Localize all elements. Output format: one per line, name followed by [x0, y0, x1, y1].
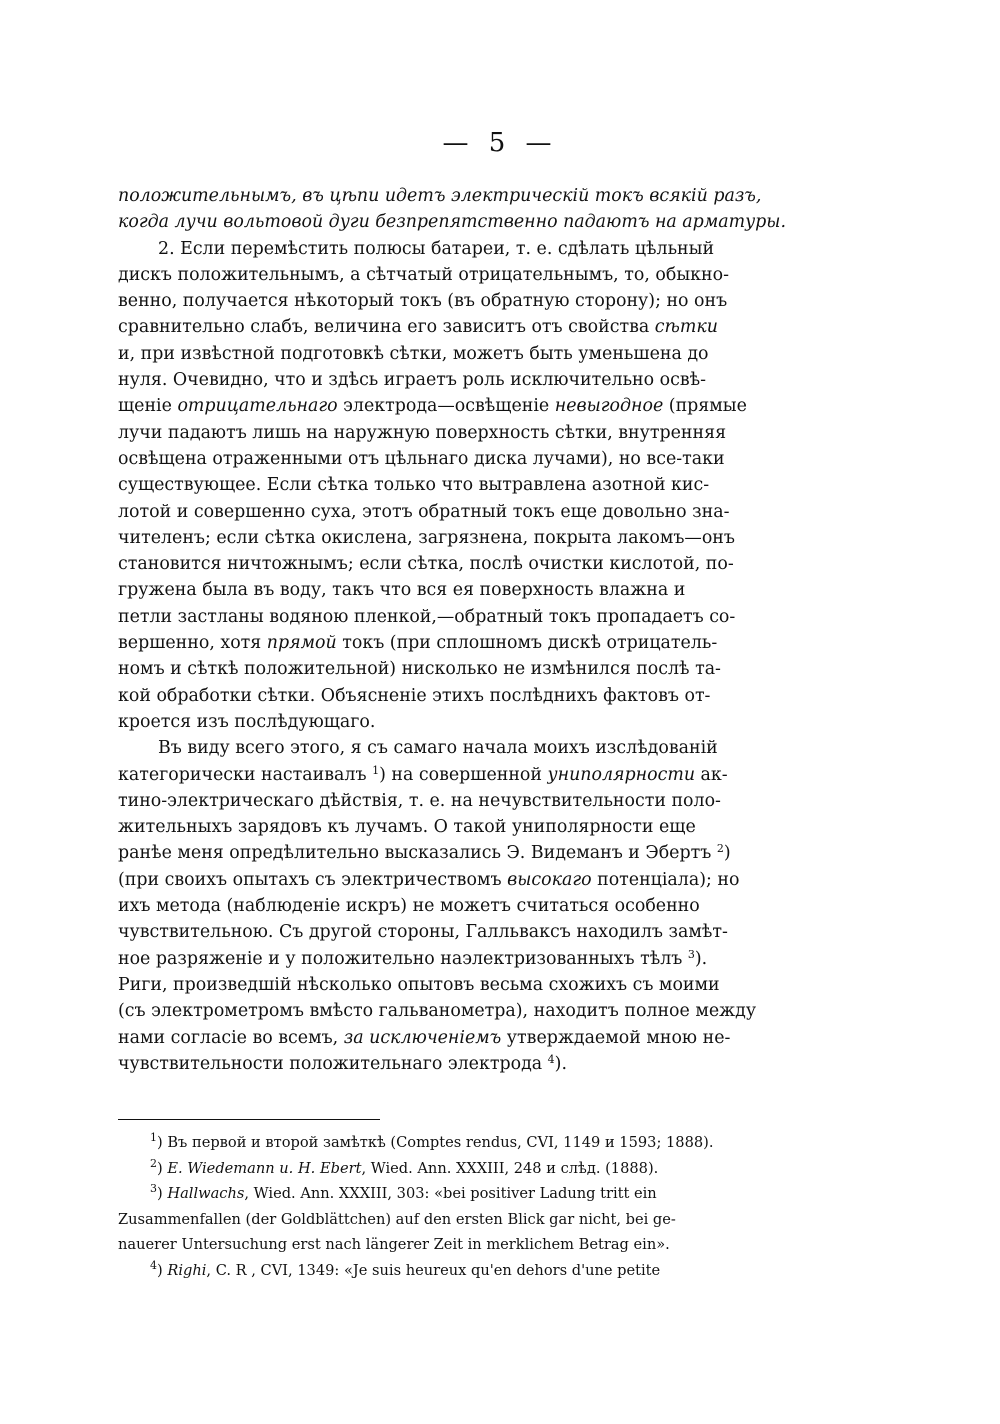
p2-line-2: дискъ положительнымъ, а сѣтчатый отрицательнымъ, то, обыкно-: [118, 264, 729, 285]
footnote-3-cont-1: Zusammenfallen (der Goldblättchen) auf den ersten Blick gar nicht, bei ge-: [118, 1210, 676, 1228]
p2-line-16: вершенно, хотя прямой токъ (при сплошномъ дискѣ отрицатель-: [118, 633, 718, 654]
p2-line-10: существующее. Если сѣтка только что вытравлена азотной кис-: [118, 475, 710, 496]
p2-line-15: петли застланы водяною пленкой,—обратный токъ пропадаетъ со-: [118, 606, 736, 627]
paragraph-3: [118, 735, 882, 1077]
p2-line-3: венно, получается нѣкоторый токъ (въ обратную сторону); но онъ: [118, 291, 728, 312]
footnote-3-cont-2: nauerer Untersuchung erst nach längerer Zeit in merklichem Betrag ein».: [118, 1236, 670, 1253]
footnote-ref-4: 4: [547, 1052, 555, 1066]
p2-line-17: номъ и сѣткѣ положительной) нисколько не измѣнился послѣ та-: [118, 659, 721, 680]
p3-line-12: нами согласіе во всемъ, за исключеніемъ утверждаемой мною не-: [118, 1027, 731, 1048]
page-number: — 5 —: [442, 128, 558, 158]
footnote-2: $^2$) E. Wiedemann u. H. Ebert, Wied. Ann. XXXIII, 248 и слѣд. (1888).: [150, 1156, 659, 1177]
p2-line-14: гружена была въ воду, такъ что вся ея поверхность влажна и: [118, 580, 686, 601]
p2-line-6: нуля. Очевидно, что и здѣсь играетъ роль исключительно освѣ-: [118, 370, 707, 391]
footnote-ref-1: 1: [372, 763, 380, 777]
footnote-ref-2: 2: [716, 842, 724, 856]
p2-line-19: кроется изъ послѣдующаго.: [118, 711, 376, 732]
footnotes: [118, 1130, 882, 1283]
p2-line-8: лучи падаютъ лишь на наружную поверхность сѣтки, внутренняя: [118, 422, 727, 443]
p2-line-5: и, при извѣстной подготовкѣ сѣтки, можетъ быть уменьшена до: [118, 343, 709, 364]
footnote-divider: [118, 1119, 380, 1120]
footnote-4: $^4$) Righi, C. R , CVI, 1349: «Je suis heureux qu'en dehors d'une petite: [150, 1258, 661, 1279]
p2-line-4: сравнительно слабъ, величина его зависитъ отъ свойства сѣтки: [118, 317, 718, 338]
paragraph-2: [118, 236, 882, 736]
p3-line-11: (съ электрометромъ вмѣсто гальванометра), находитъ полное между: [118, 1001, 757, 1022]
intro-line-1: положительнымъ, въ цѣпи идетъ электрическій токъ всякій разъ,: [118, 186, 762, 206]
p2-line-7: щеніе отрицательнаго электрода—освѣщеніе невыгодное (прямые: [118, 396, 747, 417]
p2-line-13: становится ничтожнымъ; если сѣтка, послѣ очистки кислотой, по-: [118, 554, 734, 575]
p2-line-1: 2. Если перемѣстить полюсы батареи, т. е. сдѣлать цѣльный: [158, 238, 715, 259]
intro-line-2: когда лучи вольтовой дуги безпрепятственно падаютъ на арматуры.: [118, 212, 787, 233]
p3-line-4: жительныхъ зарядовъ къ лучамъ. О такой униполярности еще: [118, 817, 696, 838]
p3-line-13: чувствительности положительнаго электрода $^4$).: [118, 1052, 567, 1074]
paragraph-intro: [118, 183, 882, 236]
p3-line-7: ихъ метода (наблюденіе искръ) не можетъ считаться особенно: [118, 896, 700, 917]
p3-line-8: чувствительною. Съ другой стороны, Галльваксъ находилъ замѣт-: [118, 922, 728, 943]
footnote-ref-3: 3: [687, 947, 695, 961]
p3-line-2: категорически настаивалъ $^1$) на совершенной униполярности ак-: [118, 763, 728, 785]
body-text: [118, 183, 882, 1077]
p3-line-9: ное разряженіе и у положительно наэлектризованныхъ тѣлъ $^3$).: [118, 947, 708, 969]
p3-line-10: Риги, произведшій нѣсколько опытовъ весьма схожихъ съ моими: [118, 974, 720, 995]
footnote-1: $^1$) Въ первой и второй замѣткѣ (Comptes rendus, CVI, 1149 и 1593; 1888).: [150, 1131, 714, 1151]
p3-line-5: ранѣе меня опредѣлительно высказались Э. Видеманъ и Эбертъ $^2$): [118, 842, 731, 864]
p3-line-1: Въ виду всего этого, я съ самаго начала моихъ изслѣдованій: [158, 738, 718, 759]
p2-line-9: освѣщена отраженными отъ цѣльнаго диска лучами), но все-таки: [118, 448, 725, 469]
p2-line-18: кой обработки сѣтки. Объясненіе этихъ послѣднихъ фактовъ от-: [118, 685, 711, 706]
p2-line-12: чителенъ; если сѣтка окислена, загрязнена, покрыта лакомъ—онъ: [118, 527, 735, 548]
p2-line-11: лотой и совершенно суха, этотъ обратный токъ еще довольно зна-: [118, 501, 730, 522]
p3-line-6: (при своихъ опытахъ съ электричествомъ высокаго потенціала); но: [118, 869, 740, 890]
p3-line-3: тино-электрическаго дѣйствія, т. е. на нечувствительности поло-: [118, 790, 721, 811]
footnote-3: $^3$) Hallwachs, Wied. Ann. XXXIII, 303: «bei positiver Ladung tritt ein: [150, 1182, 657, 1202]
